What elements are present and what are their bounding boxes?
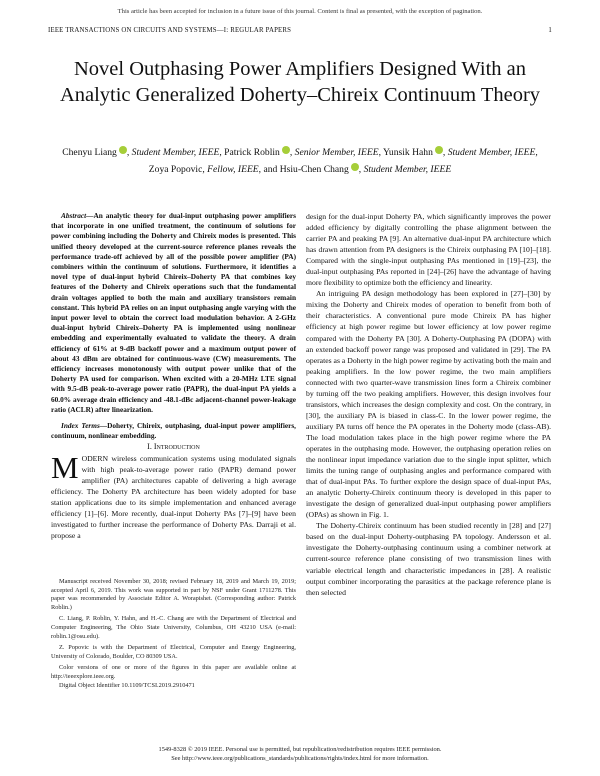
footnote-affiliation-colorado: Z. Popovic is with the Department of Electrical, Computer and Energy Engineering, University of Colorado, Boulder, CO 80309 USA. (51, 644, 296, 660)
orcid-icon[interactable] (435, 146, 443, 154)
author-role: Student Member, IEEE (363, 164, 452, 176)
drop-cap-rest: ODERN (81, 453, 109, 463)
acceptance-notice: This article has been accepted for inclusion in a future issue of this journal. Content is final as presented, with the exception of pagination. (117, 8, 483, 15)
author-role: Senior Member, IEEE (294, 147, 379, 158)
index-terms (51, 421, 296, 441)
right-column (306, 211, 551, 598)
author-name: Yunsik Hahn (383, 147, 433, 158)
body-paragraph: The Doherty-Chireix continuum has been studied recently in [28] and [27] based on the dual-input Doherty-outphasing PA topology. Andersson et al. investigate the Doherty-outphasing continuum using a combiner network at current-source reference plane consisting of two transmission lines with variable electrical length and characteristic impedances in [28]. A realistic output combiner incorporating the parasitics at the package reference plane is then selected (306, 521, 551, 597)
author-role: Student Member, IEEE (131, 147, 220, 158)
orcid-icon[interactable] (351, 163, 359, 171)
index-terms-text: —Doherty, Chireix, outphasing, dual-input power amplifiers, continuum, nonlinear embedding. (51, 421, 296, 441)
drop-cap: M (51, 449, 79, 485)
copyright-line: 1549-8328 © 2019 IEEE. Personal use is permitted, but republication/redistribution requires IEEE permission. (158, 746, 442, 753)
body-paragraph: An intriguing PA design methodology has been explored in [27]–[30] by mixing the Doherty and Chireix modes of operation to benefit from both of their characteristics. A conventional pure mode Chireix PA has higher efficiency at high power regime but lower efficiency at low power regime compared with the Doherty PA [30]. A Doherty-Outphasing PA (DOPA) with an extended backoff power range was proposed and validated in [29]. The PA operates as a Doherty in the high power regime by activating both the main and peaking amplifiers. In the low power regime, the two main amplifiers connected with two quarter-wave transmission lines form a Chireix combiner by turning off the two peaking amplifiers. However, this design involves four transistors, which increases the design complexity and cost. On the contrary, in [30], the auxiliary PA is biased in class-C. In the lower power regime, the auxiliary PA turns off hence the PA operates in the Doherty mode (class-AB). The load modulation takes place in the high power regime where the PA operates in the outphasing mode. However, the outphasing operation relies on the nonlinear input impedance variation due to the single input splitter, which limits the tuning range of outphasing angles and performance compared with that of dual-input PAs. To further explore the design space of dual-input PAs, an analytic Doherty-Chireix continuum theory is developed in this paper to investigate the design of generalized dual-input outphasing power amplifiers (OPAs) as shown in Fig. 1. (306, 289, 551, 520)
author-name: Patrick Roblin (224, 147, 280, 158)
footnote-color-versions: Color versions of one or more of the figures in this paper are available online at http://ieeexplore.ieee.org. (51, 664, 296, 680)
page-number: 1 (548, 27, 552, 34)
section-heading-introduction: I. Introduction (147, 442, 200, 452)
author-list (60, 144, 540, 179)
footnotes (51, 578, 296, 693)
author-entry: Zoya Popovic, Fellow, IEEE, (148, 164, 262, 176)
author-name: Zoya Popovic (148, 164, 203, 176)
orcid-icon[interactable] (282, 146, 290, 154)
introduction-text: wireless communication systems using modulated signals with high peak-to-average power ratio (PAPR) demand power amplifier (PA) architectures capable of delivering a high average efficiency. The Doherty PA architecture has been widely adopted for base station applications due to its simple implementation and enhanced average efficiency [1]–[6]. More recently, dual-input Doherty PAs [7]–[9] have been investigated to further increase the performance of Doherty PAs. Darraji et al. propose a (51, 453, 296, 540)
abstract (51, 211, 296, 415)
orcid-icon[interactable] (119, 146, 127, 154)
author-entry: and Hsiu-Chen Chang , Student Member, IEEE (263, 164, 452, 176)
copyright-notice (0, 746, 600, 763)
left-column (51, 211, 296, 541)
abstract-text: —An analytic theory for dual-input outphasing power amplifiers that incorporate in one unified treatment, the continuum of solutions for power combining including the Doherty and Chireix modes is presented. This unified theory developed at the current-source reference planes reveals the performance trade-off achieved by all of the possible power amplifier (PA) combiners within the continuum of solutions. Furthermore, it identifies a novel type of dual-input hybrid Chireix–Doherty PA that combines key features of the Doherty and Chireix operations such that the fundamental drain voltages applied to both the main and auxiliary transistors remain constant. This hybrid PA relies on an input outphasing angle varying with the input power level to obtain the correct load modulation behavior. A 2-GHz dual-input hybrid Chireix–Doherty PA is implemented using nonlinear embedding and experimentally evaluated to validate the theory. A drain efficiency of 61% at 9-dB backoff power and a maximum output power of about 43 dBm are obtained for continuous-wave (CW) measurements. The efficiency increases monotonously with output power unlike that of the Doherty PA used for comparison. When excited with a 20-MHz LTE signal with 9.5-dB peak-to-average power ratio (PAPR), the dual-input PA yields a 60.0% average drain efficiency and -48.1-dBc adjacent-channel power-leakage ratio (ACLR) after linearization. (51, 211, 296, 414)
footnote-received: Manuscript received November 30, 2018; revised February 18, 2019 and March 19, 2019; accepted April 6, 2019. This work was supported in part by NSF under Grant 1711278. This paper was recommended by Associate Editor A. Worapishet. (Corresponding author: Patrick Roblin.) (51, 578, 296, 611)
footnote-doi: Digital Object Identifier 10.1109/TCSI.2019.2910471 (59, 681, 195, 689)
introduction-paragraph (51, 449, 296, 541)
abstract-lead: Abstract (61, 211, 87, 220)
author-entry: Yunsik Hahn , Student Member, IEEE, (383, 147, 538, 158)
author-name: and Hsiu-Chen Chang (263, 164, 349, 176)
author-role: Student Member, IEEE (447, 147, 536, 158)
author-name: Chenyu Liang (62, 147, 117, 158)
footnote-affiliation-osu: C. Liang, P. Roblin, Y. Hahn, and H.-C. Chang are with the Department of Electrical and Computer Engineering, The Ohio State University, Columbus, OH 43210 USA (e-mail: roblin.1@osu.edu). (51, 615, 296, 640)
author-entry: Chenyu Liang , Student Member, IEEE, (62, 147, 222, 158)
running-header (48, 27, 552, 34)
author-role: Fellow, IEEE (207, 164, 259, 176)
rights-link-line: See http://www.ieee.org/publications_standards/publications/rights/index.html for more information. (171, 754, 429, 762)
paper-title: Novel Outphasing Power Amplifiers Designed With an Analytic Generalized Doherty–Chireix Continuum Theory (59, 58, 541, 106)
index-terms-lead: Index Terms (61, 421, 100, 431)
journal-name: IEEE TRANSACTIONS ON CIRCUITS AND SYSTEMS—I: REGULAR PAPERS (48, 27, 292, 34)
body-paragraph: design for the dual-input Doherty PA, which significantly improves the power added efficiency by digitally controlling the phase alignment between the carrier PA and peaking PA [9]. An alternative dual-input PA architecture which has drawn attention from PA designers is the Chireix outphasing PA [10]–[18]. Compared with the single-input outphasing PAs mentioned in [19]–[23], the dual-input outphasing PAs reported in [24]–[26] have the advantage of having more flexibility to optimize both the efficiency and linearity. (306, 212, 551, 288)
author-entry: Patrick Roblin , Senior Member, IEEE, (224, 147, 381, 158)
